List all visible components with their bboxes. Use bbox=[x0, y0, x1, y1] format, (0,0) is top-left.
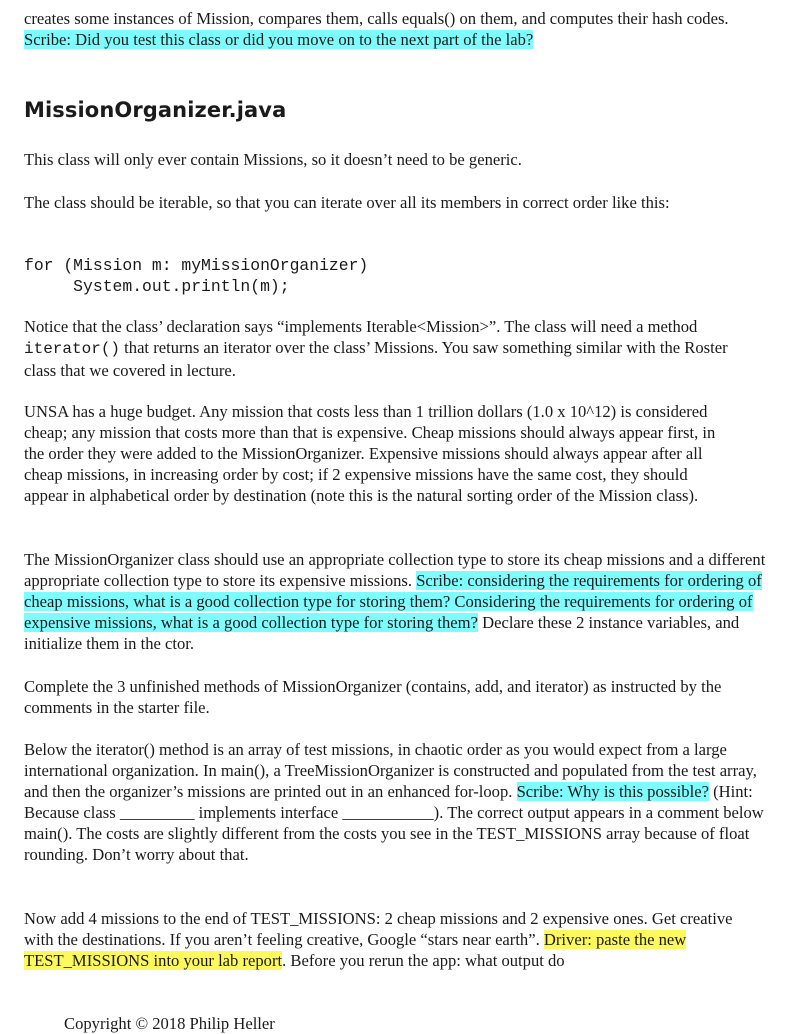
paragraph-test-missions bbox=[24, 739, 764, 865]
paragraph-budget bbox=[24, 401, 719, 506]
inline-code-iterator: iterator() bbox=[24, 340, 121, 358]
paragraph-methods bbox=[24, 676, 724, 718]
paragraph-text: Notice that the class’ declaration says “implements Iterable<Mission>”. The class will need a method bbox=[24, 317, 698, 336]
paragraph-text: The MissionOrganizer class should use an appropriate collection type to store its cheap missions and a different appropriate collection type to store its expensive missions. bbox=[24, 550, 766, 590]
paragraph-add-missions bbox=[24, 908, 759, 971]
scribe-question-collections: Scribe: considering the requirements for ordering of cheap missions, what is a good collection type for storing them? Considering the requirements for ordering of expensive missions, what is a good collection type for storing them? bbox=[24, 571, 762, 632]
paragraph-text: that returns an iterator over the class’ Missions. You saw something similar with the Roster class that we covered in lecture. bbox=[24, 338, 728, 380]
paragraph-text: (Hint: Because class _________ implements interface ___________). The correct output appears in a comment below main(). The costs are slightly different from the costs you see in the TEST_MISSIONS array because of float rounding. Don’t worry about that. bbox=[24, 782, 764, 864]
intro-text: creates some instances of Mission, compares them, calls equals() on them, and computes their hash codes. bbox=[24, 9, 729, 28]
scribe-question-test: Scribe: Did you test this class or did you move on to the next part of the lab? bbox=[24, 30, 534, 49]
paragraph-text: This class will only ever contain Missions, so it doesn’t need to be generic. bbox=[24, 150, 522, 169]
paragraph-collections bbox=[24, 549, 774, 654]
paragraph-iterator bbox=[24, 316, 736, 381]
paragraph-generic bbox=[24, 149, 784, 170]
paragraph-text: The class should be iterable, so that you can iterate over all its members in correct order like this: bbox=[24, 193, 670, 212]
copyright-footer: Copyright © 2018 Philip Heller bbox=[64, 1014, 275, 1033]
code-line-1: for (Mission m: myMissionOrganizer) bbox=[24, 256, 369, 275]
intro-paragraph bbox=[24, 8, 784, 50]
paragraph-text: Now add 4 missions to the end of TEST_MISSIONS: 2 cheap missions and 2 expensive ones. Get creative with the destinations. If you aren’t feeling creative, Google “stars near earth”. bbox=[24, 909, 733, 949]
section-heading: MissionOrganizer.java bbox=[24, 98, 287, 122]
code-example bbox=[24, 255, 368, 297]
paragraph-text: Complete the 3 unfinished methods of MissionOrganizer (contains, add, and iterator) as instructed by the comments in the starter file. bbox=[24, 677, 722, 717]
scribe-question-why: Scribe: Why is this possible? bbox=[516, 782, 709, 801]
paragraph-text: Declare these 2 instance variables, and initialize them in the ctor. bbox=[24, 613, 740, 653]
paragraph-text: UNSA has a huge budget. Any mission that costs less than 1 trillion dollars (1.0 x 10^12) is considered cheap; any mission that costs more than that is expensive. Cheap missions should always appear first, in the order they were added to the MissionOrganizer. Expensive missions should always appear after all cheap missions, in increasing order by cost; if 2 expensive missions have the same cost, they should appear in alphabetical order by destination (note this is the natural sorting order of the Mission class). bbox=[24, 402, 716, 505]
driver-instruction: Driver: paste the new TEST_MISSIONS into your lab report bbox=[24, 930, 687, 970]
code-line-2: System.out.println(m); bbox=[24, 277, 290, 296]
paragraph-iterable bbox=[24, 192, 714, 213]
paragraph-text: . Before you rerun the app: what output do bbox=[282, 951, 565, 970]
paragraph-text: Below the iterator() method is an array of test missions, in chaotic order as you would expect from a large international organization. In main(), a TreeMissionOrganizer is constructed and populated from the test array, and then the organizer’s missions are printed out in an enhanced for-loop. bbox=[24, 740, 757, 801]
